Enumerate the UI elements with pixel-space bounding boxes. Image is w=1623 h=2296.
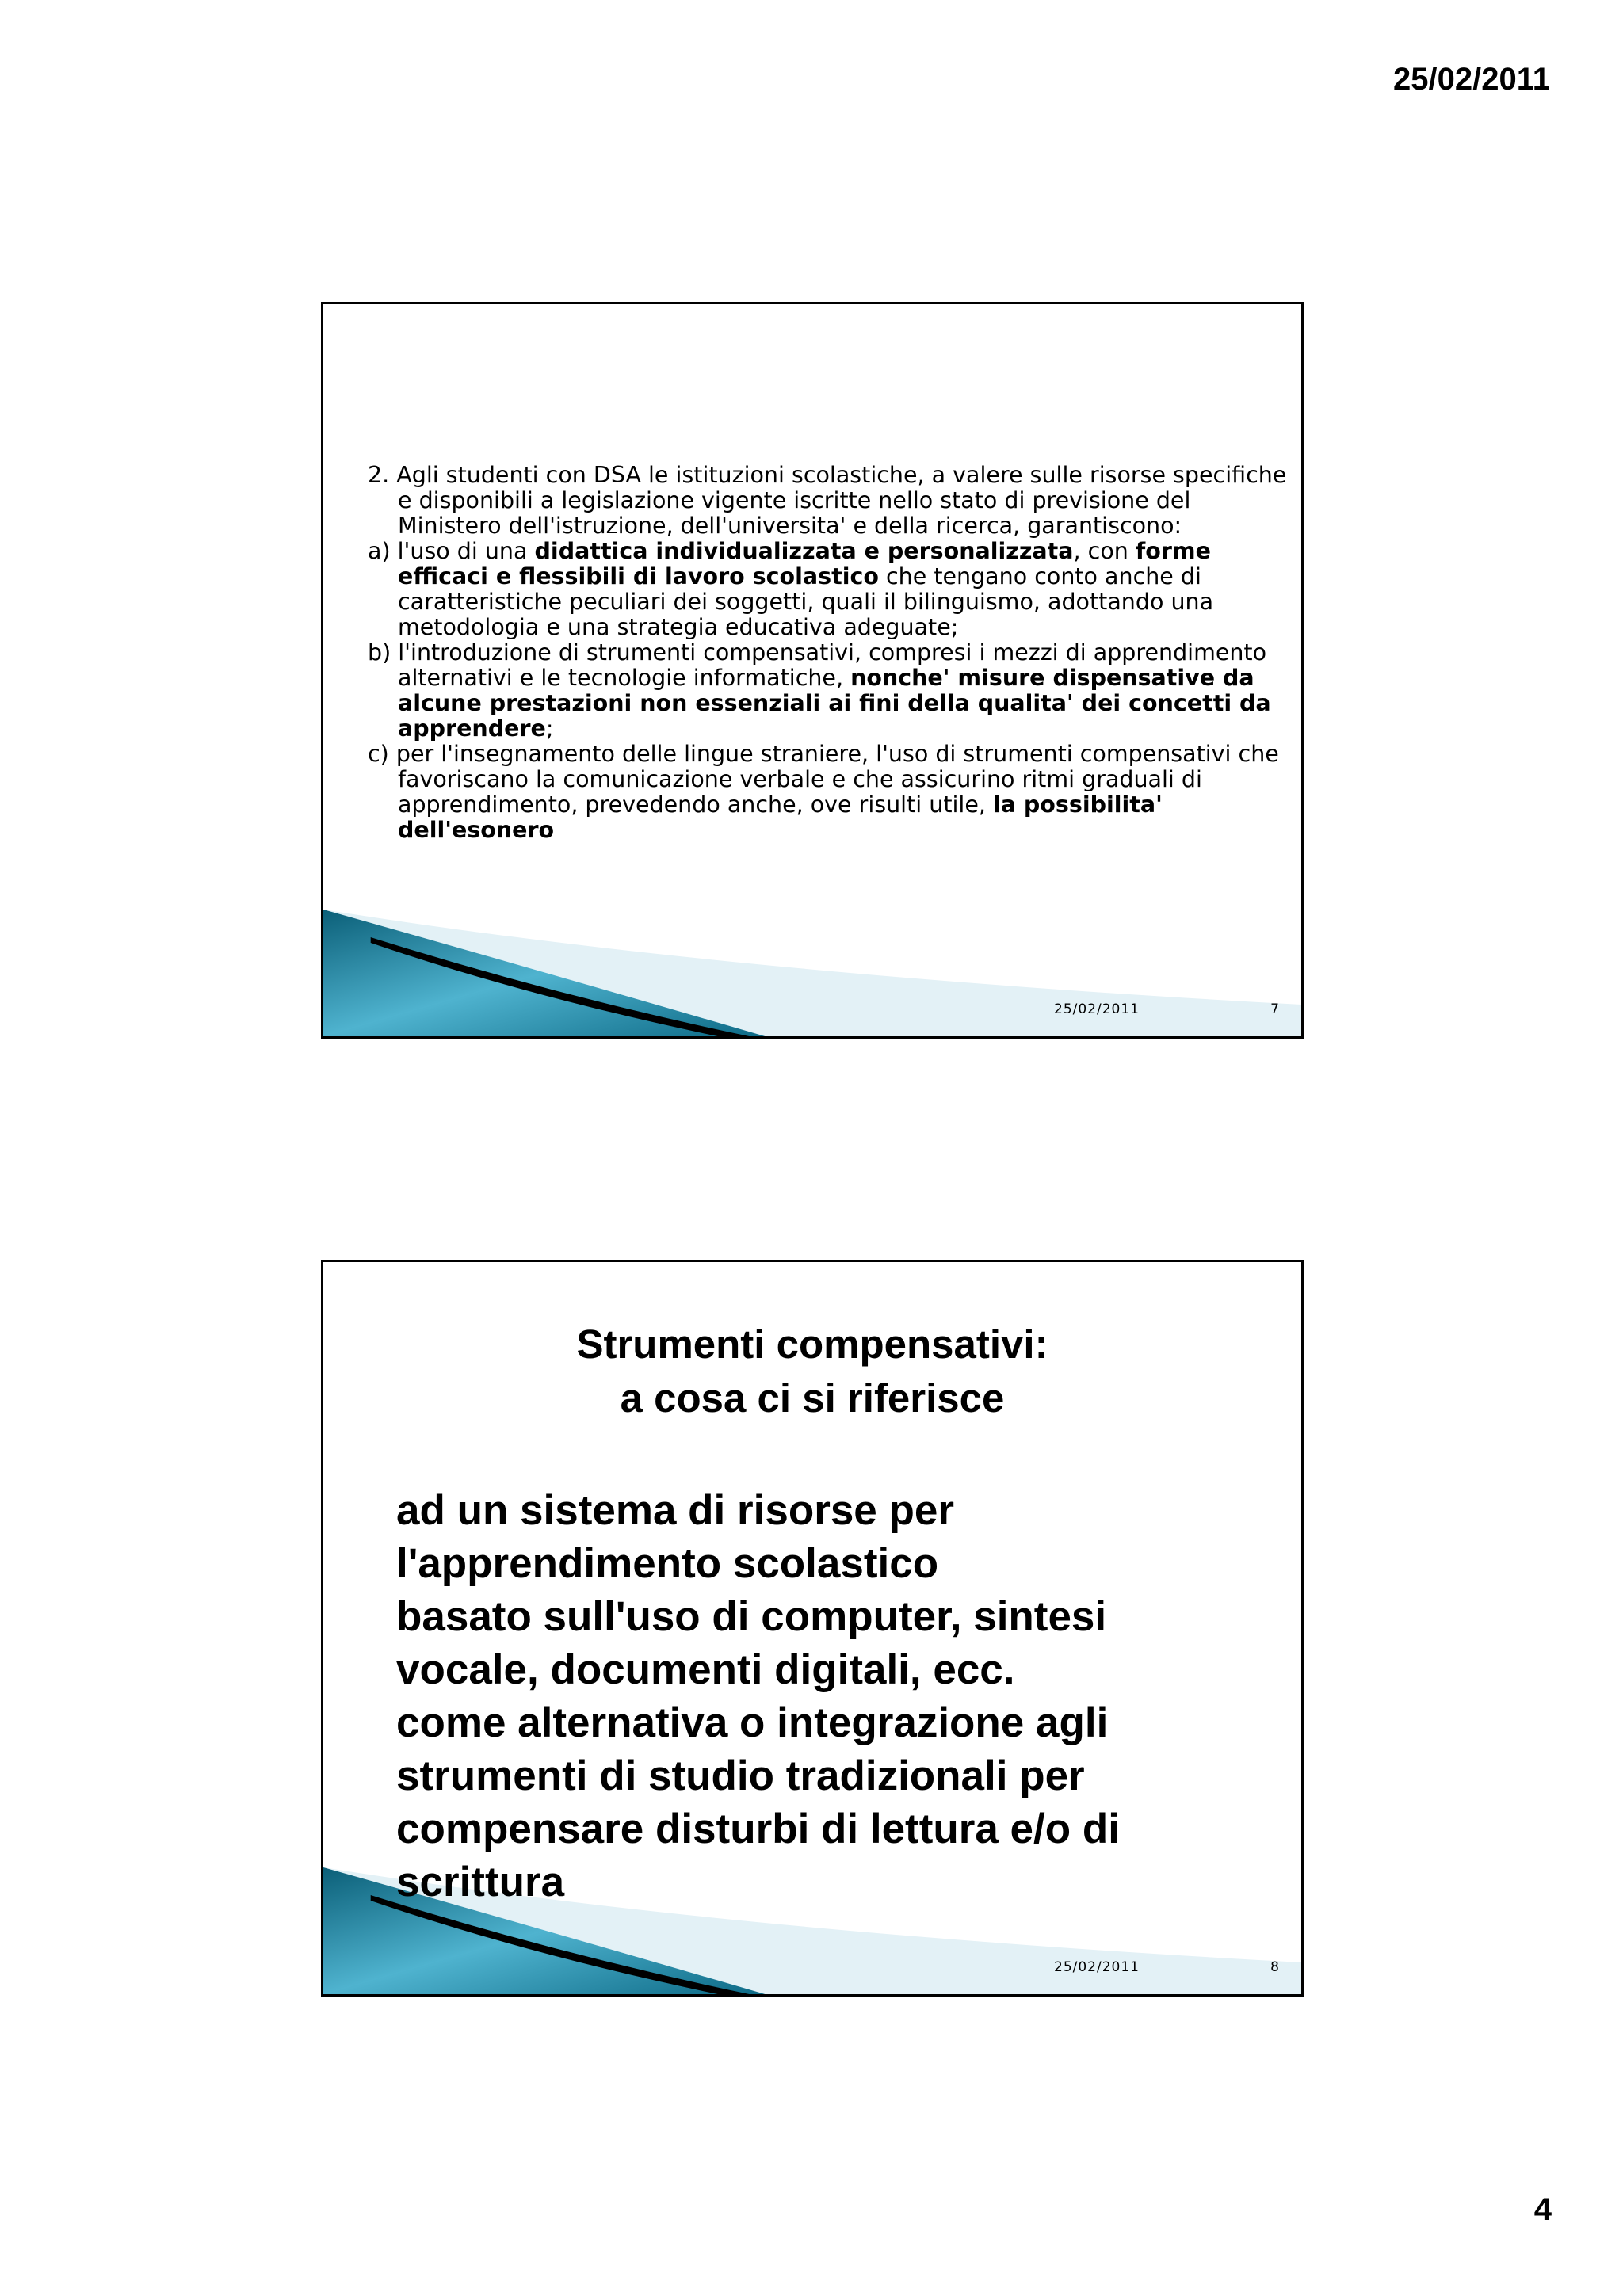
body-line: come alternativa o integrazione agli <box>396 1699 1109 1746</box>
legal-text <box>368 463 1287 843</box>
slide-title <box>323 1318 1301 1425</box>
legal-item-c: c) per l'insegnamento delle lingue straniere, l'uso di strumenti compensativi che favoriscano la comunicazione verbale e che assicurino ritmi graduali di apprendimento, prevedendo anche, ove risulti utile, la possibilita' dell'esonero <box>368 741 1279 843</box>
page-header-date: 25/02/2011 <box>1393 62 1550 97</box>
body-line: ad un sistema di risorse per <box>396 1487 954 1534</box>
body-line: basato sull'uso di computer, sintesi <box>396 1593 1107 1640</box>
body-line: l'apprendimento scolastico <box>396 1540 939 1587</box>
body-line: scrittura <box>396 1859 565 1905</box>
slide-number: 7 <box>1270 1001 1279 1017</box>
slide-title-line: Strumenti compensativi: <box>576 1322 1048 1367</box>
body-line: strumenti di studio tradizionali per <box>396 1753 1085 1799</box>
slide-8 <box>321 1260 1304 1997</box>
legal-paragraph-2: 2. Agli studenti con DSA le istituzioni scolastiche, a valere sulle risorse specifiche e disponibili a legislazione vigente iscritte nello stato di previsione del Ministero dell'istruzione, dell'universita' e della ricerca, garantiscono: <box>368 462 1287 539</box>
slide-number: 8 <box>1270 1959 1279 1975</box>
legal-item-a: a) l'uso di una didattica individualizzata e personalizzata, con forme efficaci e flessibili di lavoro scolastico che tengano conto anche di caratteristiche peculiari dei soggetti, quali il bilinguismo, adottando una metodologia e una strategia educativa adeguate; <box>368 538 1214 640</box>
page-number: 4 <box>1533 2192 1552 2227</box>
slide-footer-date: 25/02/2011 <box>1054 1001 1140 1017</box>
legal-item-b: b) l'introduzione di strumenti compensativi, compresi i mezzi di apprendimento alternativi e le tecnologie informatiche, nonche' misure dispensative da alcune prestazioni non essenziali ai fini della qualita' dei concetti da apprendere; <box>368 639 1271 742</box>
slide-body <box>396 1484 1268 1909</box>
body-line: vocale, documenti digitali, ecc. <box>396 1646 1015 1693</box>
slide-footer-date: 25/02/2011 <box>1054 1959 1140 1975</box>
slide-decoration-wave <box>323 878 1301 1036</box>
slide-7 <box>321 302 1304 1039</box>
body-line: compensare disturbi di lettura e/o di <box>396 1806 1120 1852</box>
slide-title-line: a cosa ci si riferisce <box>620 1375 1005 1421</box>
